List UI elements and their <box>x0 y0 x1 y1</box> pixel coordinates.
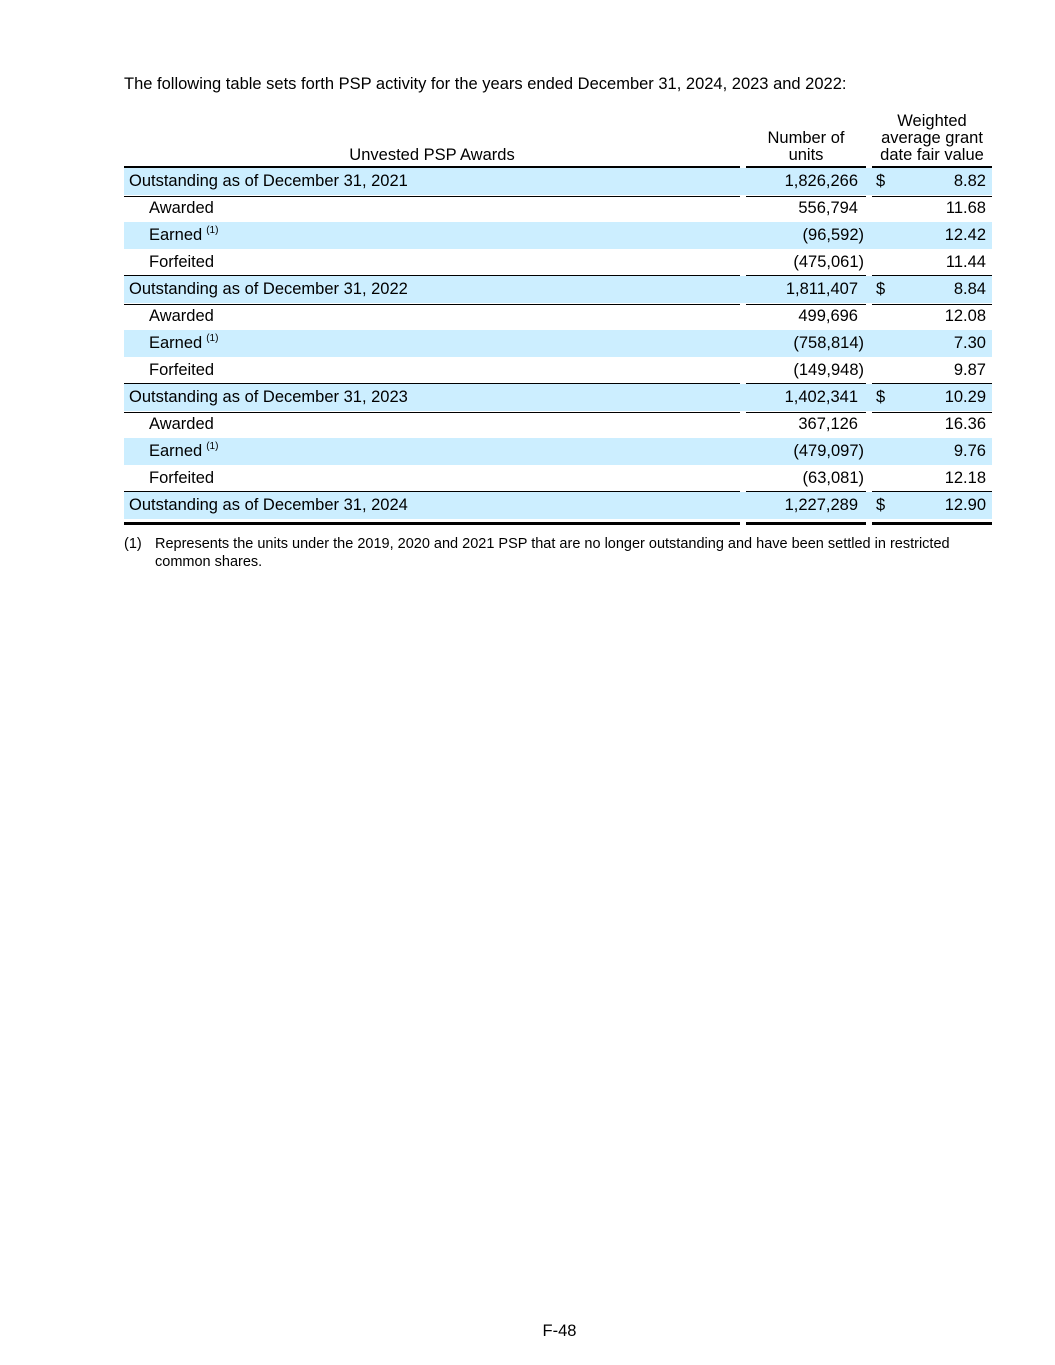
row-fair-value: 12.90 <box>944 496 986 514</box>
row-fair-value: 7.30 <box>953 334 986 352</box>
row-fair-value: 12.08 <box>944 307 986 325</box>
header-label: Unvested PSP Awards <box>124 147 740 168</box>
footnote-reference: (1) <box>206 225 219 236</box>
row-units: 367,126 <box>798 415 858 433</box>
intro-text: The following table sets forth PSP activity for the years ended December 31, 2024, 2023 and 2022: <box>124 75 847 93</box>
row-units: (758,814) <box>793 334 864 352</box>
table-header <box>124 110 992 168</box>
currency-symbol: $ <box>876 172 886 190</box>
row-units: (479,097) <box>793 442 864 460</box>
row-units: 1,227,289 <box>784 496 858 514</box>
row-label <box>149 415 214 434</box>
row-fair-value: 9.87 <box>953 361 986 379</box>
psp-activity-table <box>124 110 992 519</box>
table-row <box>124 249 992 276</box>
currency-symbol: $ <box>876 496 886 514</box>
footnote-reference: (1) <box>206 441 219 452</box>
table-row <box>124 195 992 222</box>
table-row <box>124 411 992 438</box>
row-label-text: Outstanding as of December 31, 2023 <box>129 388 408 406</box>
row-label <box>129 496 408 515</box>
header-value: Weighted average grant date fair value <box>872 113 992 168</box>
row-label-text: Outstanding as of December 31, 2024 <box>129 496 408 514</box>
row-label-text: Awarded <box>149 307 214 325</box>
row-label <box>149 253 214 272</box>
row-fair-value: 16.36 <box>944 415 986 433</box>
row-units: (63,081) <box>802 469 864 487</box>
table-row <box>124 303 992 330</box>
page-number: F-48 <box>542 1322 577 1340</box>
row-label <box>149 199 214 218</box>
row-label <box>149 469 214 488</box>
row-fair-value: 8.82 <box>953 172 986 190</box>
row-label-text: Forfeited <box>149 469 215 487</box>
row-label-text: Earned <box>149 334 203 352</box>
row-label-text: Earned <box>149 226 203 244</box>
row-label <box>129 388 408 407</box>
row-label-text: Awarded <box>149 199 214 217</box>
row-units: 1,811,407 <box>785 280 858 298</box>
row-fair-value: 12.18 <box>944 469 986 487</box>
footnote-text: Represents the units under the 2019, 2020 and 2021 PSP that are no longer outstanding and have been settled in restricted common shares. <box>155 536 950 570</box>
row-units: (475,061) <box>793 253 864 271</box>
currency-symbol: $ <box>876 388 886 406</box>
row-label <box>129 172 408 191</box>
footnote-marker: (1) <box>124 536 142 552</box>
table-row <box>124 357 992 384</box>
table-body <box>124 168 992 519</box>
row-fair-value: 11.68 <box>945 199 986 217</box>
currency-symbol: $ <box>876 280 886 298</box>
row-units: (149,948) <box>793 361 864 379</box>
table-row <box>124 330 992 357</box>
row-fair-value: 10.29 <box>944 388 986 406</box>
footnote-reference: (1) <box>206 333 219 344</box>
row-units: 1,826,266 <box>784 172 858 190</box>
table-row <box>124 438 992 465</box>
footnote <box>124 535 954 571</box>
row-fair-value: 9.76 <box>953 442 986 460</box>
row-label-text: Awarded <box>149 415 214 433</box>
row-label-text: Forfeited <box>149 253 215 271</box>
row-units: 499,696 <box>798 307 858 325</box>
table-row <box>124 465 992 492</box>
row-label <box>149 307 214 326</box>
table-row <box>124 492 992 519</box>
table-row <box>124 222 992 249</box>
row-units: 556,794 <box>798 199 858 217</box>
row-label <box>149 334 218 353</box>
row-fair-value: 12.42 <box>944 226 986 244</box>
row-units: 1,402,341 <box>784 388 858 406</box>
row-label <box>149 361 214 380</box>
row-label-text: Forfeited <box>149 361 215 379</box>
row-units: (96,592) <box>802 226 864 244</box>
row-label-text: Outstanding as of December 31, 2022 <box>129 280 408 298</box>
row-label-text: Earned <box>149 442 203 460</box>
row-fair-value: 8.84 <box>953 280 986 298</box>
row-label <box>129 280 408 299</box>
row-label <box>149 226 218 245</box>
table-row <box>124 276 992 303</box>
header-units: Number of units <box>746 130 866 168</box>
table-row <box>124 168 992 195</box>
table-row <box>124 384 992 411</box>
row-label-text: Outstanding as of December 31, 2021 <box>129 172 408 190</box>
row-label <box>149 442 218 461</box>
row-fair-value: 11.44 <box>945 253 986 271</box>
